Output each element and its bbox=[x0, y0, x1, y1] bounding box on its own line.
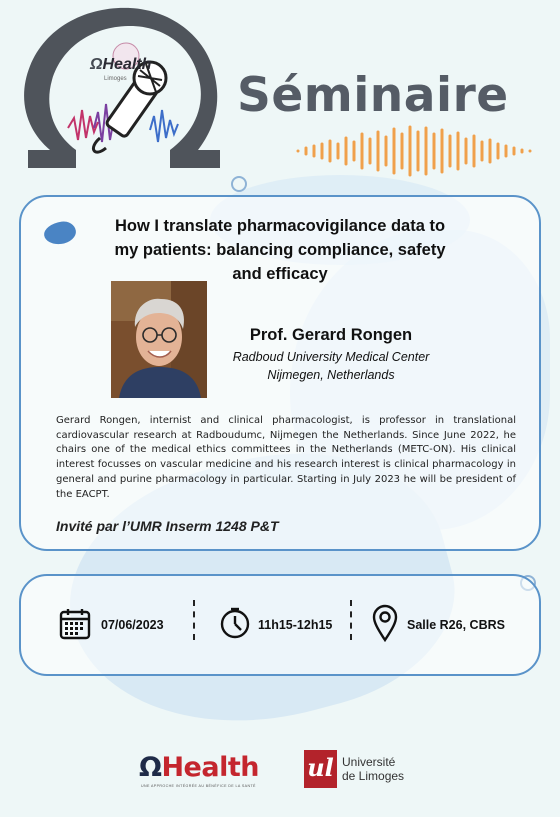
affiliation-location: Nijmegen, Netherlands bbox=[267, 368, 395, 382]
speaker-name: Prof. Gerard Rongen bbox=[249, 326, 413, 344]
university-monogram-text: ul bbox=[307, 753, 334, 782]
location-pin-icon bbox=[371, 604, 399, 642]
calendar-icon bbox=[58, 607, 92, 641]
seminar-title-line: my patients: balancing compliance, safety bbox=[114, 241, 446, 259]
sound-wave-orange-icon bbox=[292, 124, 538, 178]
university-name-line: de Limoges bbox=[342, 769, 405, 783]
page-title: Séminaire bbox=[237, 68, 509, 123]
university-monogram bbox=[304, 750, 337, 788]
event-date: 07/06/2023 bbox=[101, 618, 164, 632]
speaker-photo bbox=[111, 281, 207, 398]
university-name-line: Université bbox=[342, 755, 396, 769]
seminar-title bbox=[80, 214, 480, 286]
event-location: Salle R26, CBRS bbox=[407, 618, 505, 632]
speaker-bio: Gerard Rongen, internist and clinical pharmacologist, is professor in translational cardiovascular research at Radboudumc, Nijmegen the Netherlands. Since June 2022, he chairs one of the medical ethics committees in the Netherlands (METC-ON). His clinical interest focusses on vascular medicine and his research interest is clinical pharmacology in general and purine pharmacology in particular. Starting in July 2023 he will be president of the EACPT. bbox=[56, 415, 516, 500]
divider bbox=[193, 600, 195, 640]
speaker-affiliation bbox=[216, 348, 446, 384]
university-name bbox=[342, 755, 404, 783]
seminar-title-line: How I translate pharmacovigilance data to bbox=[114, 217, 446, 235]
omega-health-tagline: UNE APPROCHE INTÉGRÉE AU BÉNÉFICE DE LA SANTÉ bbox=[141, 784, 256, 788]
divider bbox=[350, 600, 352, 640]
omega-microphone-logo bbox=[10, 0, 240, 190]
omega-symbol-icon: Ω bbox=[139, 752, 162, 783]
seminar-title-line: and efficacy bbox=[232, 265, 328, 283]
health-logo-text: ΩHealth bbox=[90, 56, 152, 73]
invitation-line: Invité par l’UMR Inserm 1248 P&T bbox=[56, 518, 279, 534]
omega-health-logo bbox=[139, 752, 259, 783]
health-logo-tag: Limoges bbox=[104, 76, 127, 82]
event-time: 11h15-12h15 bbox=[258, 618, 333, 632]
clock-icon bbox=[219, 606, 251, 640]
affiliation-institution: Radboud University Medical Center bbox=[232, 350, 430, 364]
omega-health-wordmark: Health bbox=[161, 752, 259, 783]
